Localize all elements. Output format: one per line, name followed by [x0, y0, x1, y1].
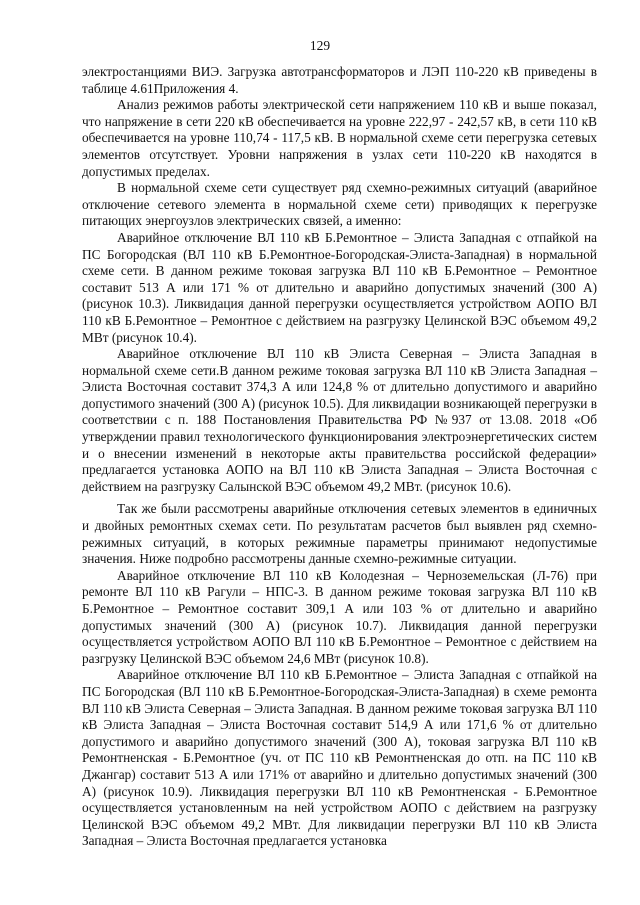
page-number: 129 [309, 38, 331, 53]
paragraph-7: Аварийное отключение ВЛ 110 кВ Колодезная – Черноземельская (Л-76) при ремонте ВЛ 110 кВ Рагули – НПС-3. В данном режиме токовая загрузка ВЛ 110 кВ Б.Ремонтное – Ремонтное составит 309,1 А или 103 % от длительно и аварийно допустимых значений (300 А) (рисунок 10.7). Ликвидация данной перегрузки осуществляется устройством АОПО ВЛ 110 кВ Б.Ремонтное – Ремонтное с действием на разгрузку Целинской ВЭС объемом 24,6 МВт (рисунок 10.8). [82, 567, 597, 666]
paragraph-2: Анализ режимов работы электрической сети напряжением 110 кВ и выше показал, что напряжение в сети 220 кВ обеспечивается на уровне 222,97 - 242,57 кВ, в сети 110 кВ обеспечивается на уровне 110,74 - 117,5 кВ. В нормальной схеме сети перегрузка сетевых элементов отсутствует. Уровни напряжения в узлах сети 110-220 кВ находятся в допустимых пределах. [82, 97, 597, 179]
page-body [82, 64, 597, 850]
paragraph-6: Так же были рассмотрены аварийные отключения сетевых элементов в единичных и двойных ремонтных схемах сети. По результатам расчетов был выявлен ряд схемно-режимных ситуаций, в которых режимные параметры принимают недопустимые значения. Ниже подробно рассмотрены данные схемно-режимные ситуации. [82, 501, 597, 567]
paragraph-8: Аварийное отключение ВЛ 110 кВ Б.Ремонтное – Элиста Западная с отпайкой на ПС Богородская (ВЛ 110 кВ Б.Ремонтное-Богородская-Элиста-Западная) в схеме ремонта ВЛ 110 кВ Элиста Северная – Элиста Западная. В данном режиме токовая загрузка ВЛ 110 кВ Элиста Западная – Элиста Восточная составит 514,9 А или 171,6 % от длительно допустимого и аварийно допустимого значений (300 А), токовая загрузка ВЛ 110 кВ Ремонтненская - Б.Ремонтное (уч. от ПС 110 кВ Ремонтненская до отп. на ПС 110 кВ Джангар) составит 513 А или 171% от аварийно и длительно допустимых значений (300 А) (рисунок 10.9). Ликвидация перегрузки ВЛ 110 кВ Ремонтненская - Б.Ремонтное осуществляется установленным на ней устройством АОПО с действием на разгрузку Целинской ВЭС объемом 49,2 МВт. Для ликвидации перегрузки ВЛ 110 кВ Элиста Западная – Элиста Восточная предлагается установка [82, 667, 597, 849]
paragraph-3: В нормальной схеме сети существует ряд схемно-режимных ситуаций (аварийное отключение сетевого элемента в нормальной схеме сети) приводящих к перегрузке питающих энергоузлов электрических связей, а именно: [82, 180, 597, 229]
paragraph-1: электростанциями ВИЭ. Загрузка автотрансформаторов и ЛЭП 110-220 кВ приведены в таблице 4.61Приложения 4. [82, 64, 597, 96]
paragraph-5: Аварийное отключение ВЛ 110 кВ Элиста Северная – Элиста Западная в нормальной схеме сети.В данном режиме токовая загрузка ВЛ 110 кВ Элиста Западная – Элиста Восточная составит 374,3 А или 124,8 % от длительно допустимого и аварийно допустимого значений (300 А) (рисунок 10.5). Для ликвидации возникающей перегрузки в соответствии с п. 188 Постановления Правительства РФ №937 от 13.08. 2018 «Об утверждении правил технологического функционирования электроэнергетических систем и о внесении изменений в некоторые акты правительства российской федерации» предлагается установка АОПО на ВЛ 110 кВ Элиста Западная – Элиста Восточная с действием на разгрузку Салынской ВЭС объемом 49,2 МВт. (рисунок 10.6). [82, 346, 597, 494]
paragraph-4: Аварийное отключение ВЛ 110 кВ Б.Ремонтное – Элиста Западная с отпайкой на ПС Богородская (ВЛ 110 кВ Б.Ремонтное-Богородская-Элиста-Западная) в нормальной схеме сети. В данном режиме токовая загрузка ВЛ 110 кВ Б.Ремонтное – Ремонтное составит 513 А или 171 % от длительно и аварийно допустимых значений (300 А) (рисунок 10.3). Ликвидация данной перегрузки осуществляется устройством АОПО ВЛ 110 кВ Б.Ремонтное – Ремонтное с действием на разгрузку Целинской ВЭС объемом 49,2 МВт (рисунок 10.4). [82, 229, 597, 345]
